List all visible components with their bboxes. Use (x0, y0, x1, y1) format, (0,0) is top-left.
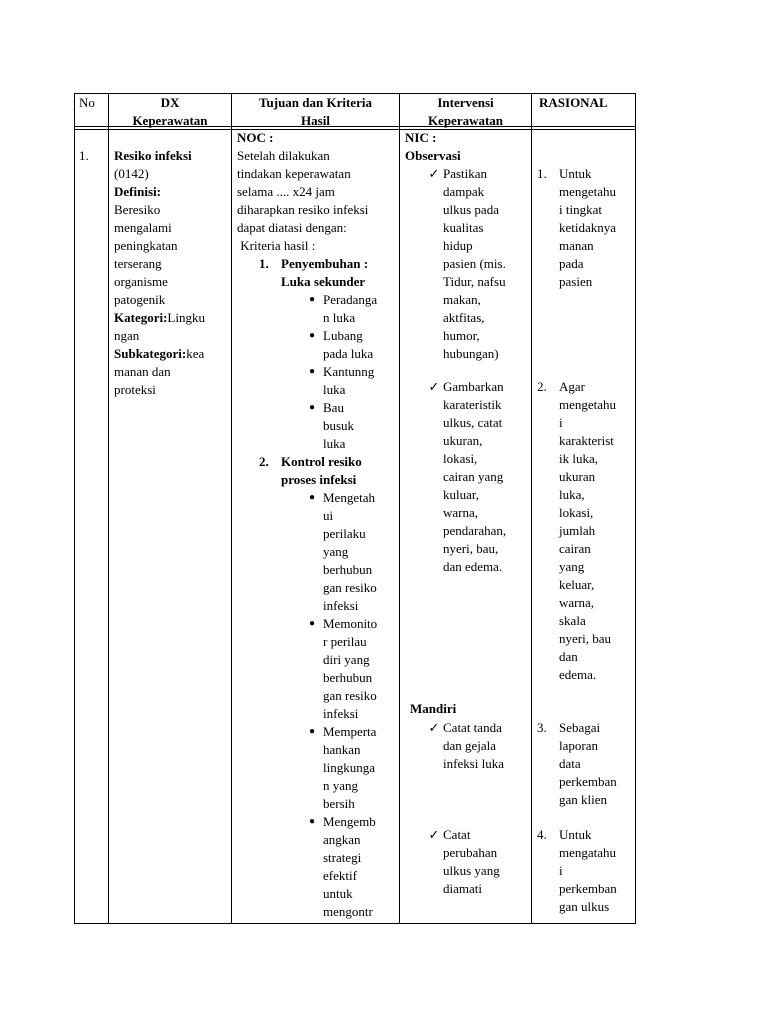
header-tujuan-line: Tujuan dan Kriteria (259, 95, 372, 110)
intervensi-item (425, 165, 531, 363)
rasional-line: edema. (559, 667, 597, 682)
tujuan-intro-line: tindakan keperawatan (237, 166, 351, 181)
rasional-line: i (559, 415, 563, 430)
dx-subkategori-label: Subkategori: (114, 346, 187, 361)
header-dx-line: DX (160, 95, 180, 110)
header-rasional-text: RASIONAL (539, 95, 608, 110)
criteria-bullet-line: efektif (323, 868, 357, 883)
intervensi-item-line: ulkus pada (443, 202, 499, 217)
dx-kategori-value: ngan (114, 328, 140, 343)
criteria-bullet-line: bersih (323, 796, 355, 811)
rasional-item (537, 165, 635, 291)
dx-kategori-value: Lingku (167, 310, 205, 325)
criteria-bullet-line: Mengetah (323, 490, 375, 505)
bullet-dot-icon: ● (308, 366, 316, 377)
kriteria-label: Kriteria hasil : (237, 238, 316, 253)
intervensi-item-line: ukuran, (443, 433, 483, 448)
dx-subkategori (114, 345, 230, 363)
criteria-bullet-line: pada luka (323, 346, 374, 361)
rasional-line: laporan (559, 738, 598, 753)
intervensi-item-line: cairan yang (443, 469, 504, 484)
dx-subkategori-value: kea (186, 346, 205, 361)
row-number-text: 1. (79, 148, 89, 163)
intervensi-item-line: ulkus, catat (443, 415, 503, 430)
criteria-group-title-line: Luka sekunder (281, 274, 366, 289)
rasional-number: 2. (537, 379, 547, 394)
criteria-bullet-line: Kantunng (323, 364, 375, 379)
rasional-item (537, 378, 635, 684)
checkmark-icon: ✓ (428, 827, 440, 842)
rasional-line: jumlah (559, 523, 596, 538)
rasional-line: gan klien (559, 792, 608, 807)
intervensi-item-line: Tidur, nafsu (443, 274, 506, 289)
criteria-bullet-line: luka (323, 382, 346, 397)
criteria-bullet-line: mengontr (323, 904, 373, 919)
rasional-line: keluar, (559, 577, 595, 592)
criteria-bullet-line: gan resiko (323, 580, 377, 595)
criteria-bullet-line: luka (323, 436, 346, 451)
rasional-line: i (559, 863, 563, 878)
observasi-label: Observasi (405, 148, 461, 163)
criteria-bullet-line: n luka (323, 310, 356, 325)
intervensi-item-line: kuluar, (443, 487, 479, 502)
criteria-bullet-line: Memperta (323, 724, 377, 739)
criteria-group (237, 255, 397, 291)
criteria-bullet-line: strategi (323, 850, 362, 865)
checkmark-icon: ✓ (428, 379, 440, 394)
intervensi-item-line: Gambarkan (443, 379, 504, 394)
intervensi-item-line: karateristik (443, 397, 502, 412)
criteria-group-title (281, 453, 362, 489)
rasional-line: karakterist (559, 433, 614, 448)
header-dx (109, 94, 231, 130)
criteria-bullet (237, 363, 397, 399)
rasional-number: 4. (537, 827, 547, 842)
checkmark-icon: ✓ (428, 720, 440, 735)
criteria-bullet-line: infeksi (323, 598, 359, 613)
criteria-bullet (237, 291, 397, 327)
rasional-number: 1. (537, 166, 547, 181)
column-divider (531, 93, 532, 924)
noc-label: NOC : (237, 130, 274, 145)
criteria-group-number: 2. (259, 454, 269, 469)
rasional-line: warna, (559, 595, 595, 610)
rasional-line: ukuran (559, 469, 596, 484)
header-dx-line: Keperawatan (132, 113, 208, 128)
criteria-bullet-line: Memonito (323, 616, 378, 631)
criteria-bullet-line: n yang (323, 778, 359, 793)
intervensi-item-line: pendarahan, (443, 523, 507, 538)
criteria-group-number: 1. (259, 256, 269, 271)
bullet-dot-icon: ● (308, 330, 316, 341)
criteria-bullet-line: untuk (323, 886, 353, 901)
rasional-line: mengetahu (559, 184, 617, 199)
header-intervensi (400, 94, 531, 130)
intervensi-item-line: dan gejala (443, 738, 497, 753)
row-number (79, 147, 107, 165)
mandiri-label (410, 700, 530, 718)
intervensi-item-line: pasien (mis. (443, 256, 506, 271)
header-tujuan-line: Hasil (301, 113, 330, 128)
rasional-line: ketidaknya (559, 220, 617, 235)
rasional-line: Sebagai (559, 720, 601, 735)
rasional-line: perkemban (559, 774, 617, 789)
dx-subkategori-value: proteksi (114, 382, 156, 397)
criteria-bullet-line: Mengemb (323, 814, 376, 829)
rasional-line: ik luka, (559, 451, 598, 466)
dx-title: Resiko infeksi (114, 148, 192, 163)
bullet-dot-icon: ● (308, 618, 316, 629)
tujuan-intro-line: Setelah dilakukan (237, 148, 330, 163)
dx-definisi-line: organisme (114, 274, 168, 289)
dx-definisi-line: peningkatan (114, 238, 178, 253)
header-intervensi-line: Intervensi (437, 95, 494, 110)
rasional-line: mengatahu (559, 845, 617, 860)
criteria-group-title (281, 255, 368, 291)
checkmark-icon: ✓ (428, 166, 440, 181)
rasional-line: Untuk (559, 166, 592, 181)
criteria-bullet-line: hankan (323, 742, 361, 757)
criteria-bullet-line: infeksi (323, 706, 359, 721)
dx-definisi-line: terserang (114, 256, 162, 271)
dx-definisi-label: Definisi: (114, 184, 161, 199)
intervensi-item-line: makan, (443, 292, 481, 307)
bullet-dot-icon: ● (308, 816, 316, 827)
intervensi-item-line: hubungan) (443, 346, 499, 361)
intervensi-item-line: Pastikan (443, 166, 488, 181)
criteria-group (237, 453, 397, 489)
intervensi-item-line: aktfitas, (443, 310, 485, 325)
rasional-line: gan ulkus (559, 899, 610, 914)
rasional-line: cairan (559, 541, 591, 556)
criteria-bullet (237, 489, 397, 615)
criteria-bullet-line: ui (323, 508, 334, 523)
criteria-group-title-line: proses infeksi (281, 472, 357, 487)
criteria-bullet (237, 813, 397, 921)
criteria-bullet-line: Peradanga (323, 292, 378, 307)
intervensi-item-line: Catat tanda (443, 720, 502, 735)
header-rasional (539, 94, 635, 112)
intervensi-item-line: dampak (443, 184, 485, 199)
intervensi-item-line: lokasi, (443, 451, 478, 466)
intervensi-item-line: infeksi luka (443, 756, 505, 771)
intervensi-item-line: Catat (443, 827, 471, 842)
criteria-bullet-line: lingkunga (323, 760, 375, 775)
criteria-bullet-line: perilaku (323, 526, 366, 541)
rasional-line: i tingkat (559, 202, 602, 217)
intervensi-item-line: nyeri, bau, (443, 541, 499, 556)
rasional-line: skala (559, 613, 586, 628)
rasional-line: lokasi, (559, 505, 594, 520)
dx-cell (114, 147, 230, 399)
mandiri-label-text: Mandiri (410, 701, 457, 716)
criteria-group-title-line: Penyembuhan : (281, 256, 369, 271)
criteria-bullet-line: gan resiko (323, 688, 377, 703)
rasional-line: mengetahu (559, 397, 617, 412)
bullet-dot-icon: ● (308, 492, 316, 503)
criteria-bullet-line: angkan (323, 832, 361, 847)
header-tujuan (232, 94, 399, 130)
dx-definisi-line: Beresiko (114, 202, 161, 217)
header-intervensi-line: Keperawatan (427, 113, 504, 128)
bullet-dot-icon: ● (308, 402, 316, 413)
rasional-line: data (559, 756, 581, 771)
rasional-line: perkemban (559, 881, 617, 896)
rasional-line: luka, (559, 487, 585, 502)
intervensi-item-line: dan edema. (443, 559, 503, 574)
header-no-text: No (79, 95, 95, 110)
criteria-bullet (237, 399, 397, 453)
criteria-group-title-line: Kontrol resiko (281, 454, 362, 469)
rasional-item (537, 719, 635, 809)
rasional-line: manan (559, 238, 594, 253)
rasional-line: yang (559, 559, 585, 574)
intervensi-item-line: diamati (443, 881, 482, 896)
tujuan-cell (237, 129, 397, 921)
header-no (79, 94, 107, 112)
rasional-item (537, 826, 635, 916)
criteria-bullet (237, 723, 397, 813)
care-plan-table (74, 93, 636, 924)
dx-kategori-label: Kategori: (114, 310, 168, 325)
intervensi-item-line: hidup (443, 238, 473, 253)
criteria-bullet-line: busuk (323, 418, 355, 433)
intervensi-item-line: warna, (443, 505, 479, 520)
dx-subkategori-value: manan dan (114, 364, 171, 379)
column-divider (108, 93, 109, 924)
bullet-dot-icon: ● (308, 726, 316, 737)
tujuan-intro-line: selama .... x24 jam (237, 184, 335, 199)
intervensi-item-line: humor, (443, 328, 480, 343)
criteria-bullet-line: berhubun (323, 562, 373, 577)
rasional-line: Agar (559, 379, 585, 394)
criteria-bullet-line: yang (323, 544, 349, 559)
dx-definisi-line: mengalami (114, 220, 172, 235)
criteria-bullet-line: Lubang (323, 328, 363, 343)
rasional-line: pada (559, 256, 584, 271)
rasional-line: Untuk (559, 827, 592, 842)
tujuan-intro-line: diharapkan resiko infeksi (237, 202, 369, 217)
table-border-left (74, 93, 75, 924)
column-divider (399, 93, 400, 924)
table-border-right (635, 93, 636, 924)
rasional-number: 3. (537, 720, 547, 735)
intervensi-item-line: perubahan (443, 845, 498, 860)
tujuan-intro-line: dapat diatasi dengan: (237, 220, 347, 235)
intervensi-cell (405, 129, 531, 165)
dx-definisi-line: patogenik (114, 292, 166, 307)
intervensi-item (425, 378, 531, 576)
intervensi-item-line: ulkus yang (443, 863, 500, 878)
criteria-bullet (237, 327, 397, 363)
criteria-bullet-line: diri yang (323, 652, 370, 667)
dx-kategori (114, 309, 230, 327)
intervensi-item (425, 826, 531, 898)
nic-label: NIC : (405, 130, 437, 145)
intervensi-item (425, 719, 531, 773)
column-divider (231, 93, 232, 924)
dx-code: (0142) (114, 166, 149, 181)
criteria-bullet (237, 615, 397, 723)
rasional-line: dan (559, 649, 578, 664)
criteria-bullet-line: r perilau (323, 634, 367, 649)
criteria-bullet-line: berhubun (323, 670, 373, 685)
rasional-line: pasien (559, 274, 593, 289)
table-border-bottom (74, 923, 636, 924)
rasional-line: nyeri, bau (559, 631, 611, 646)
bullet-dot-icon: ● (308, 294, 316, 305)
intervensi-item-line: kualitas (443, 220, 484, 235)
criteria-bullet-line: Bau (323, 400, 344, 415)
